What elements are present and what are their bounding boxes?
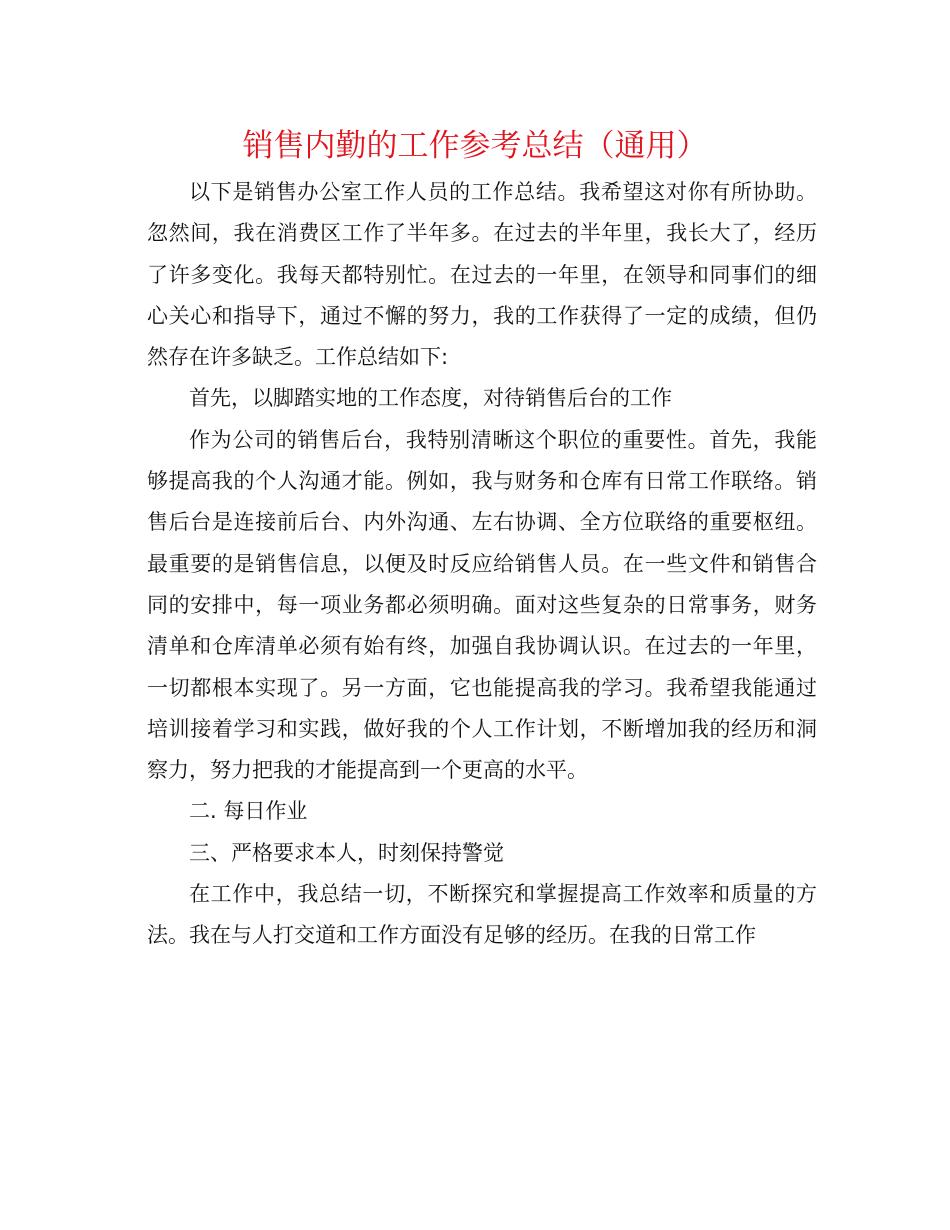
paragraph-sales-backend: 作为公司的销售后台，我特别清晰这个职位的重要性。首先，我能够提高我的个人沟通才能。例如，我与财务和仓库有日常工作联络。销售后台是连接前后台、内外沟通、左右协调、全方位联络的重要枢纽。最重要的是销售信息，以便及时反应给销售人员。在一些文件和销售合同的安排中，每一项业务都必须明确。面对这些复杂的日常事务，财务清单和仓库清单必须有始有终，加强自我协调认识。在过去的一年里，一切都根本实现了。另一方面，它也能提高我的学习。我希望我能通过培训接着学习和实践，做好我的个人工作计划，不断增加我的经历和洞察力，努力把我的才能提高到一个更高的水平。 <box>147 427 817 783</box>
section-heading-2: 二. 每日作业 <box>189 799 308 824</box>
document-title: 销售内勤的工作参考总结（通用） <box>242 128 708 164</box>
section-heading-1: 首先，以脚踏实地的工作态度，对待销售后台的工作 <box>189 386 672 411</box>
paragraph-intro: 以下是销售办公室工作人员的工作总结。我希望这对你有所协助。忽然间，我在消费区工作了半年多。在过去的半年里，我长大了，经历了许多变化。我每天都特别忙。在过去的一年里，在领导和同事们的细心关心和指导下，通过不懈的努力，我的工作获得了一定的成绩，但仍然存在许多缺乏。工作总结如下: <box>147 180 817 370</box>
document-body <box>147 172 817 957</box>
section-heading-3: 三、严格要求本人，时刻保持警觉 <box>189 840 504 865</box>
paragraph-work-methods: 在工作中，我总结一切，不断探究和掌握提高工作效率和质量的方法。我在与人打交道和工作方面没有足够的经历。在我的日常工作 <box>147 882 817 948</box>
